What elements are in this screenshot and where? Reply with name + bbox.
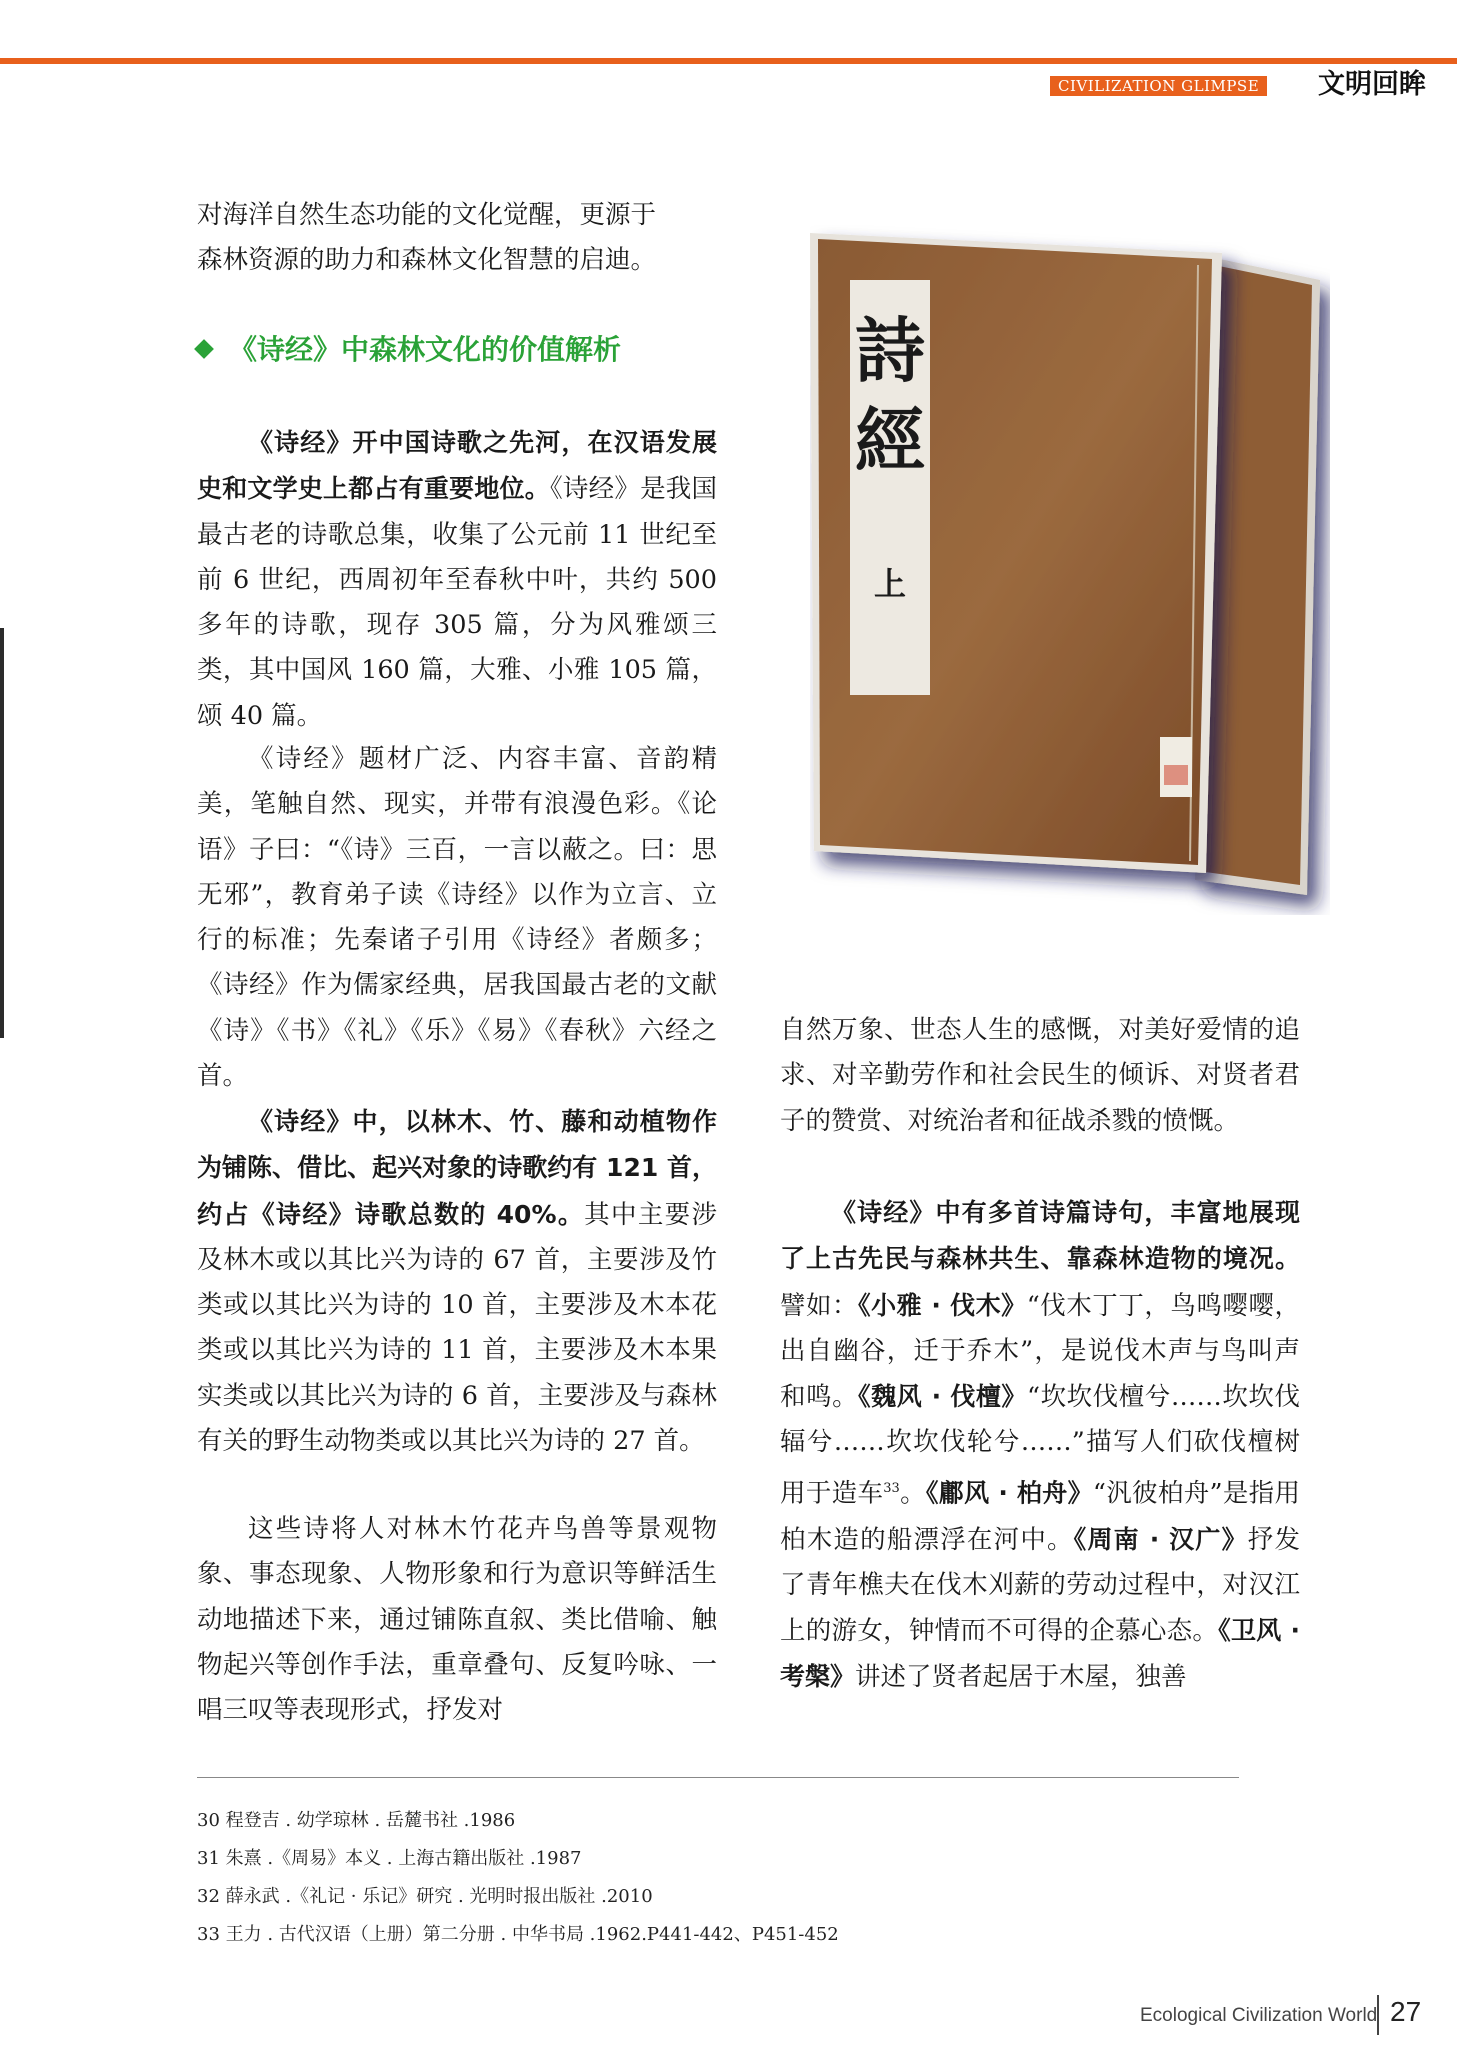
section-label-en: CIVILIZATION GLIMPSE xyxy=(1050,76,1267,96)
intro-line-1: 对海洋自然生态功能的文化觉醒，更源于 xyxy=(197,200,657,230)
right-p2-b: “伐木丁丁，鸟鸣嘤嘤，出自幽谷，迁于乔木”，是说伐木声与鸟叫声和鸣。 xyxy=(780,1290,1300,1413)
section-heading-text: 《诗经》中森林文化的价值解析 xyxy=(229,333,622,366)
left-p3-body: 其中主要涉及林木或以其比兴为诗的 67 首，主要涉及竹类或以其比兴为诗的 10 首，主要涉及木本花类或以其比兴为诗的 11 首，主要涉及木本果实类或以其比兴为诗的 6 首，主要涉及与森林有关的野生动物类或以其比兴为诗的 27 首。 xyxy=(197,1199,717,1457)
left-paragraph-2: 《诗经》题材广泛、内容丰富、音韵精美，笔触自然、现实，并带有浪漫色彩。《论语》子曰：“《诗》三百，一言以蔽之。曰：思无邪”，教育弟子读《诗经》以作为立言、立行的标准；先秦诸子引用《诗经》者颇多；《诗经》作为儒家经典，居我国最古老的文献《诗》《书》《礼》《乐》《易》《春秋》六经之首。 xyxy=(197,744,717,1092)
footnote-30: 30 程登吉 . 幼学琼林 . 岳麓书社 .1986 xyxy=(197,1810,516,1831)
poem-title-fa-mu: 《小雅 · 伐木》 xyxy=(858,1290,1027,1320)
footnote-31: 31 朱熹 .《周易》本义 . 上海古籍出版社 .1987 xyxy=(197,1848,582,1869)
right-p2-lead: 《诗经》中有多首诗篇诗句，丰富地展现了上古先民与森林共生、靠森林造物的境况。 xyxy=(780,1198,1300,1274)
right-paragraph-2 xyxy=(780,1190,1300,1701)
section-heading xyxy=(197,330,621,370)
section-label-cn: 文明回眸 xyxy=(1318,69,1426,100)
right-p2-d: 。 xyxy=(899,1478,926,1509)
right-p2-e: “汎彼柏舟”是指用柏木造的船漂浮在河中。 xyxy=(780,1478,1300,1555)
footer-separator xyxy=(1377,1995,1379,2035)
right-p2-a: 譬如： xyxy=(780,1290,859,1321)
footnote-32: 32 薛永武 .《礼记 · 乐记》研究 . 光明时报出版社 .2010 xyxy=(197,1886,653,1907)
book-cover-image xyxy=(810,225,1330,915)
right-p2-f: 抒发了青年樵夫在伐木刈薪的劳动过程中，对汉江上的游女，钟情而不可得的企慕心态。 xyxy=(780,1524,1300,1647)
footnote-rule xyxy=(197,1777,1239,1778)
page-number: 27 xyxy=(1390,1996,1422,2027)
poem-title-fa-tan: 《魏风 · 伐檀》 xyxy=(858,1382,1027,1412)
intro-line-2: 森林资源的助力和森林文化智慧的启迪。 xyxy=(197,245,657,276)
book-title-char-1: 詩 xyxy=(855,309,925,392)
book-volume-label: 上 xyxy=(873,565,907,603)
header-rule xyxy=(0,58,1457,64)
right-p2-g: 讲述了贤者起居于木屋，独善 xyxy=(855,1662,1187,1693)
left-p1-body: 《诗经》是我国最古老的诗歌总集，收集了公元前 11 世纪至前 6 世纪，西周初年至春秋中叶，共约 500 多年的诗歌，现存 305 篇，分为风雅颂三类，其中国风 160 篇，大雅、小雅 105 篇，颂 40 篇。 xyxy=(197,474,717,731)
margin-bar xyxy=(0,628,4,1038)
magazine-name: Ecological Civilization World xyxy=(1140,2005,1378,2026)
book-title-char-2: 經 xyxy=(855,399,925,482)
footnote-ref-33: 33 xyxy=(883,1480,900,1496)
book-cover-figure xyxy=(810,225,1330,915)
left-paragraph-4: 这些诗将人对林木竹花卉鸟兽等景观物象、事态现象、人物形象和行为意识等鲜活生动地描述下来，通过铺陈直叙、类比借喻、触物起兴等创作手法，重章叠句、反复吟咏、一唱三叹等表现形式，抒发对 xyxy=(197,1514,717,1726)
poem-title-kao-pan: 《卫风 · 考槃》 xyxy=(780,1616,1300,1692)
intro-paragraph xyxy=(197,193,717,284)
right-p2-c: “坎坎伐檀兮……坎坎伐辐兮……坎坎伐轮兮……”描写人们砍伐檀树用于造车 xyxy=(780,1382,1300,1509)
footnote-33: 33 王力 . 古代汉语（上册）第二分册 . 中华书局 .1962.P441-442、P451-452 xyxy=(197,1924,839,1945)
left-paragraph-3 xyxy=(197,1099,717,1464)
left-p3-lead: 《诗经》中，以林木、竹、藤和动植物作为铺陈、借比、起兴对象的诗歌约有 121 首，约占《诗经》诗歌总数的 40%。 xyxy=(197,1107,717,1229)
diamond-bullet-icon xyxy=(194,339,214,359)
poem-title-han-guang: 《周南 · 汉广》 xyxy=(1073,1524,1248,1554)
poem-title-bai-zhou: 《鄘风 · 柏舟》 xyxy=(925,1478,1093,1508)
right-paragraph-1: 自然万象、世态人生的感慨，对美好爱情的追求、对辛勤劳作和社会民生的倾诉、对贤者君子的赞赏、对统治者和征战杀戮的愤慨。 xyxy=(780,1015,1300,1136)
left-paragraph-1 xyxy=(197,420,717,739)
left-p1-lead: 《诗经》开中国诗歌之先河，在汉语发展史和文学史上都占有重要地位。 xyxy=(197,428,717,504)
